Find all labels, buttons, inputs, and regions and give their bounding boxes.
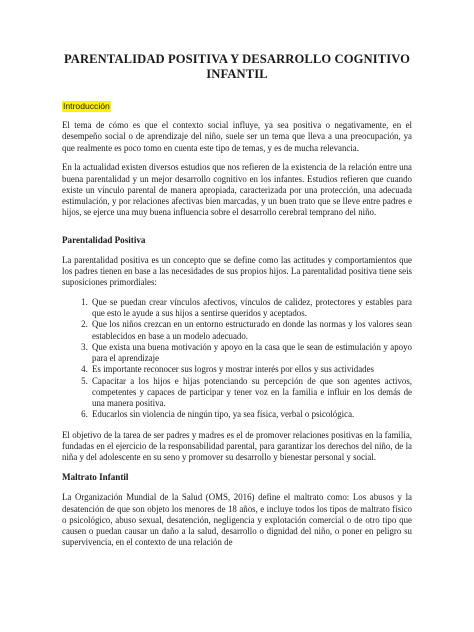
parentalidad-paragraph: La parentalidad positiva es un concepto que se define como las actitudes y comportamientos que los padres tienen en base a las necesidades de sus propios hijos. La parentalidad positiva tiene seis suposiciones primordiales:	[62, 254, 412, 287]
intro-paragraph-1: El tema de cómo es que el contexto social influye, ya sea positiva o negativamente, en el desempeño social o de aprendizaje del niño, suele ser un tema que lleva a una preocupación, ya que realmente es poco tomo en cuenta este tipo de temas, y es de mucha relevancia.	[62, 120, 412, 153]
maltrato-paragraph: La Organización Mundial de la Salud (OMS, 2016) define el maltrato como: Los abusos y la desatención de que son objeto los menores de 18 años, e incluye todos los tipos de maltrato físico o psicológico, abuso sexual, desatención, negligencia y explotación comercial o de otro tipo que causen o puedan causar un daño a la salud, desarrollo o dignidad del niño, o poner en peligro su supervivencia, en el contexto de una relación de	[62, 492, 412, 548]
intro-paragraph-2: En la actualidad existen diversos estudios que nos refieren de la existencia de la relación entre una buena parentalidad y un mejor desarrollo cognitivo en los infantes. Estudios refieren que cuando existe un vínculo parental de manera apropiada, caracterizada por una protección, una adecuada estimulación, y por relaciones afectivas bien marcadas, y un buen trato que se lleve entre padres e hijos, se ejerce una muy buena influencia sobre el desarrollo cerebral temprano del niño.	[62, 162, 412, 218]
section-heading-maltrato: Maltrato Infantil	[62, 472, 129, 483]
list-item: 4. Es importante reconocer sus logros y mostrar interés por ellos y sus actividades	[90, 364, 412, 375]
list-item: 3. Que exista una buena motivación y apoyo en la casa que le sean de estimulación y apoyo para el aprendizaje	[90, 342, 412, 365]
list-item: 1. Que se puedan crear vínculos afectivos, vínculos de calidez, protectores y estables para que esto le ayude a sus hijos a sentirse queridos y aceptados.	[90, 297, 412, 320]
list-item: 6. Educarlos sin violencia de ningún tipo, ya sea física, verbal o psicológica.	[90, 409, 412, 420]
section-heading-parentalidad: Parentalidad Positiva	[62, 234, 146, 245]
list-item: 2. Que los niños crezcan en un entorno estructurado en donde las normas y los valores sean establecidos en base a un modelo adecuado.	[90, 319, 412, 342]
intro-heading: Introducción	[63, 101, 110, 111]
list-item: 5. Capacitar a los hijos e hijas potenciando su percepción de que son agentes activos, competentes y capaces de participar y tener voz en la familia e influir en los demás de una manera positiva.	[90, 376, 412, 410]
suppositions-list	[62, 297, 412, 421]
document-title: PARENTALIDAD POSITIVA Y DESARROLLO COGNITIVO INFANTIL	[63, 52, 411, 81]
parentalidad-closing-paragraph: El objetivo de la tarea de ser padres y madres es el de promover relaciones positivas en la familia, fundadas en el ejercicio de la responsabilidad parental, para garantizar los derechos del niño, de la niña y del adolescente en su seno y promover su desarrollo y bienestar personal y social.	[62, 429, 412, 462]
